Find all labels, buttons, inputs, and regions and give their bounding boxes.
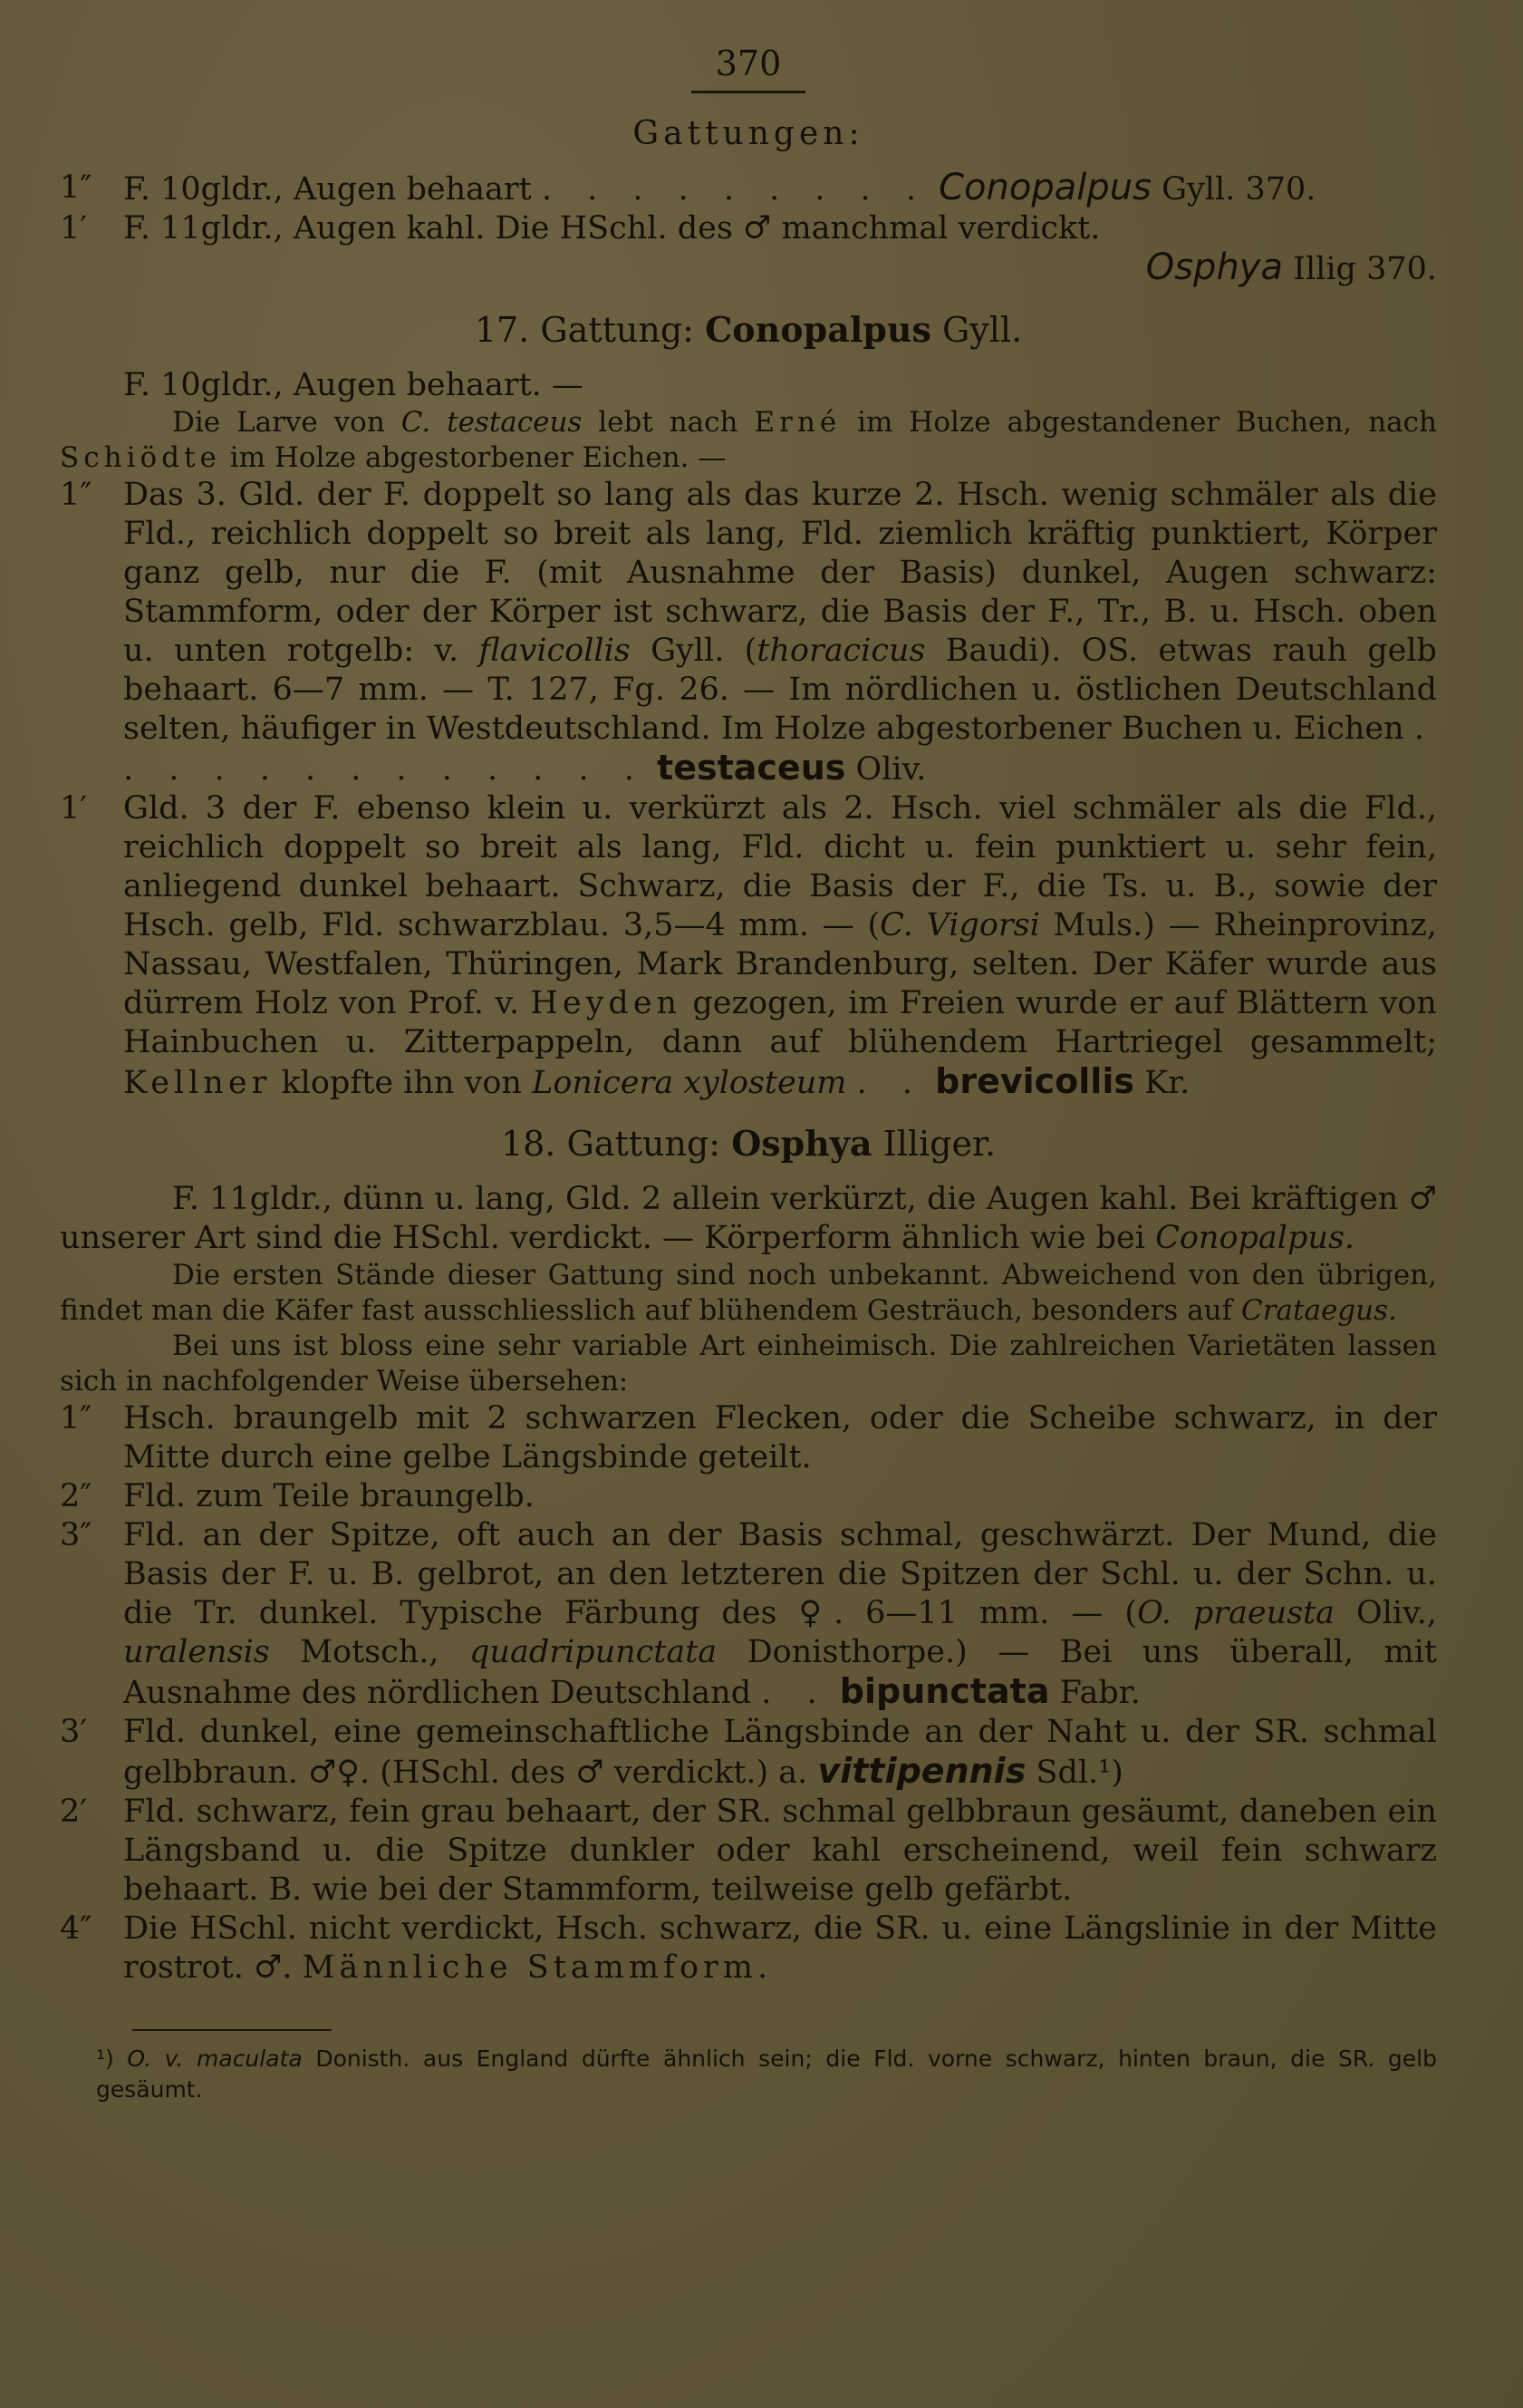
section-heading: Gattungen: bbox=[632, 115, 864, 152]
g18-paragraph-2: Die ersten Stände dieser Gattung sind noch unbekannt. Abweichend von den übrigen, findet man die Käfer fast ausschliesslich auf blühendem Gesträuch, besonders auf Crataegus. bbox=[60, 1259, 1437, 1327]
key-mark: 4″ bbox=[60, 1910, 92, 1947]
g18-paragraph-3: Bei uns ist bloss eine sehr variable Art einheimisch. Die zahlreichen Varietäten lassen sich in nachfolgender Weise übersehen: bbox=[60, 1330, 1437, 1397]
variety-key-6: 4″ Die HSchl. nicht verdickt, Hsch. schwarz, die SR. u. eine Längslinie in der Mitte rostrot. ♂. Männliche Stammform. bbox=[60, 1910, 1437, 1986]
key-mark: 1′ bbox=[60, 790, 88, 827]
page-number: 370 bbox=[715, 44, 782, 83]
genus-key-line-3 bbox=[60, 248, 1437, 289]
key-mark: 3′ bbox=[60, 1714, 88, 1750]
g17-paragraph-1: F. 10gldr., Augen behaart. — bbox=[123, 367, 583, 403]
page bbox=[60, 36, 1437, 2105]
genus-18-author: Illiger. bbox=[882, 1124, 997, 1164]
footnote-rule bbox=[132, 2029, 332, 2031]
key-text: F. 11gldr., Augen kahl. Die HSchl. des ♂ manchmal verdickt. bbox=[123, 210, 1101, 247]
species-key-1: 1″ Das 3. Gld. der F. doppelt so lang als das kurze 2. Hsch. wenig schmäler als die Fld., reichlich doppelt so breit als lang, Fld. ziemlich kräftig punktiert, Körper ganz gelb, nur die F. (mit Ausnahme der Basis) dunkel, Augen schwarz: Stammform, oder der Körper ist schwarz, die Basis der F., Tr., B. u. Hsch. oben u. unten rotgelb: v. flavicollis Gyll. (thoracicus Baudi). OS. etwas rauh gelb behaart. 6—7 mm. — T. 127, Fg. 26. — Im nördlichen u. östlichen Deutschland selten, häufiger in Westdeutschland. Im Holze abgestorbener Buchen u. Eichen . . . . . . . . . . . . . testaceus Oliv. bbox=[60, 477, 1437, 788]
key-text: F. 10gldr., Augen behaart bbox=[123, 171, 532, 208]
genus-name: Osphya bbox=[1145, 247, 1283, 288]
key-mark: 2″ bbox=[60, 1478, 92, 1514]
genus-18-name: Osphya bbox=[731, 1123, 872, 1164]
key-mark: 1″ bbox=[60, 477, 92, 513]
genus-key-line-1 bbox=[60, 169, 1437, 209]
key-mark: 3″ bbox=[60, 1517, 92, 1553]
variety-key-3: 3″ Fld. an der Spitze, oft auch an der Basis schmal, geschwärzt. Der Mund, die Basis der F. u. B. gelbrot, an den letzteren die Spitzen der Schl. u. der Schn. u. die Tr. dunkel. Typische Färbung des ♀. 6—11 mm. — (O. praeusta Oliv., uralensis Motsch., quadripunctata Donisthorpe.) — Bei uns überall, mit Ausnahme des nördlichen Deutschland . . bipunctata Fabr. bbox=[60, 1517, 1437, 1711]
species-key-2: 1′ Gld. 3 der F. ebenso klein u. verkürzt als 2. Hsch. viel schmäler als die Fld., reichlich doppelt so breit als lang, Fld. dicht u. fein punktiert u. sehr fein, anliegend dunkel behaart. Schwarz, die Basis der F., die Ts. u. B., sowie der Hsch. gelb, Fld. schwarzblau. 3,5—4 mm. — (C. Vigorsi Muls.) — Rheinprovinz, Nassau, Westfalen, Thüringen, Mark Brandenburg, selten. Der Käfer wurde aus dürrem Holz von Prof. v. Heyden gezogen, im Freien wurde er auf Blättern von Hainbuchen u. Zitterpappeln, dann auf blühendem Hartriegel gesammelt; Kellner klopfte ihn von Lonicera xylosteum . . brevicollis Kr. bbox=[60, 790, 1437, 1101]
g18-paragraph-1: F. 11gldr., dünn u. lang, Gld. 2 allein verkürzt, die Augen kahl. Bei kräftigen ♂ unserer Art sind die HSchl. verdickt. — Körperform ähnlich wie bei Conopalpus. bbox=[60, 1181, 1437, 1256]
genus-17-number: 17. Gattung: bbox=[474, 310, 694, 350]
genus-17-heading bbox=[60, 309, 1437, 350]
key-mark: 1′ bbox=[60, 210, 88, 247]
species-name: brevicollis bbox=[935, 1061, 1134, 1101]
key-mark: 1″ bbox=[60, 1400, 92, 1436]
species-name: testaceus bbox=[657, 748, 846, 788]
genus-18-number: 18. Gattung: bbox=[500, 1124, 721, 1164]
leader-dots: . . . . . . . . . bbox=[541, 171, 929, 208]
genus-author: Illig 370. bbox=[1293, 251, 1437, 287]
genus-17-name: Conopalpus bbox=[705, 309, 931, 350]
page-number-rule bbox=[691, 91, 805, 93]
genus-18-heading bbox=[60, 1123, 1437, 1164]
species-name: vittipennis bbox=[817, 1751, 1027, 1791]
genus-author: Gyll. 370. bbox=[1162, 171, 1316, 208]
species-name: bipunctata bbox=[839, 1671, 1050, 1711]
g17-paragraph-2: Die Larve von C. testaceus lebt nach Erné im Holze abgestandener Buchen, nach Schiödte im Holze abgestorbener Eichen. — bbox=[60, 406, 1437, 474]
key-mark: 1″ bbox=[60, 169, 92, 206]
genus-name: Conopalpus bbox=[939, 167, 1152, 208]
genus-key-line-2 bbox=[60, 209, 1437, 248]
footnote: ¹) O. v. maculata Donisth. aus England dürfte ähnlich sein; die Fld. vorne schwarz, hinten braun, die SR. gelb gesäumt. bbox=[96, 2045, 1437, 2103]
variety-key-5: 2′ Fld. schwarz, fein grau behaart, der SR. schmal gelbbraun gesäumt, daneben ein Längsband u. die Spitze dunkler oder kahl erscheinend, weil fein schwarz behaart. B. wie bei der Stammform, teilweise gelb gefärbt. bbox=[60, 1794, 1437, 1908]
genus-17-author: Gyll. bbox=[941, 310, 1023, 350]
variety-key-4: 3′ Fld. dunkel, eine gemeinschaftliche Längsbinde an der Naht u. der SR. schmal gelbbraun. ♂♀. (HSchl. des ♂ verdickt.) a. vittipennis Sdl.¹) bbox=[60, 1714, 1437, 1791]
variety-key-2: 2″ Fld. zum Teile braungelb. bbox=[60, 1478, 535, 1514]
key-mark: 2′ bbox=[60, 1794, 88, 1830]
variety-key-1: 1″ Hsch. braungelb mit 2 schwarzen Flecken, oder die Scheibe schwarz, in der Mitte durch eine gelbe Längsbinde geteilt. bbox=[60, 1400, 1437, 1475]
